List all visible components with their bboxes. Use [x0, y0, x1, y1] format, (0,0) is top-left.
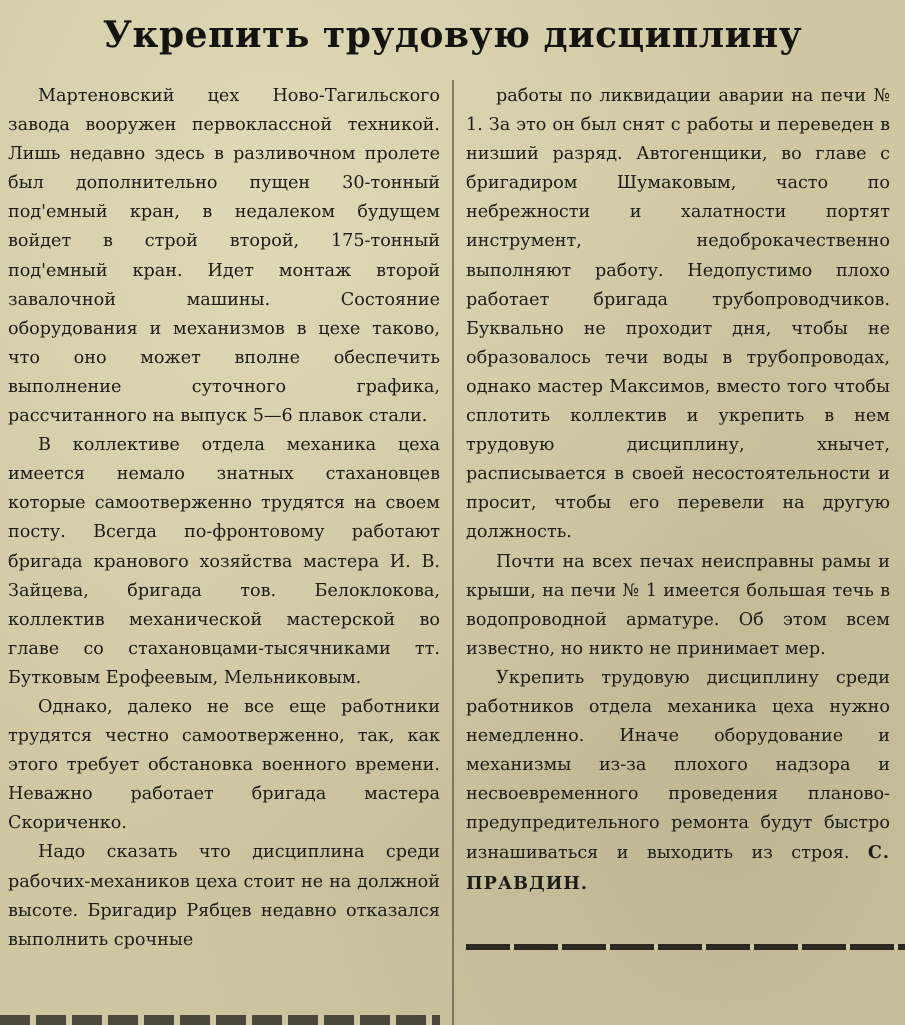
paragraph: Мартеновский цех Ново-Тагильского завода вооружен первоклассной техникой. Лишь недавно здесь в разливочном пролете был дополнительно пущен 30-тонный под'емный кран, в недалеком будущем войдет в строй второй, 175-тонный под'емный кран. Идет монтаж второй завалочной машины. Состояние оборудования и механизмов в цехе таково, что оно может вполне обеспечить выполнение суточного графика, рассчитанного на выпуск 5—6 плавок стали. [8, 86, 440, 427]
paragraph: Укрепить трудовую дисциплину среди работников отдела механика цеха нужно немедленно. Иначе оборудование и механизмы из-за плохого надзора и несвоевременного проведения планово-предупредительного ремонта будут быстро изнашиваться и выходить из строя. [466, 667, 890, 864]
paragraph: Почти на всех печах неисправны рамы и крыши, на печи № 1 имеется большая течь в водопроводной арматуре. Об этом всем известно, но никто не принимает мер. [466, 551, 890, 659]
left-column [8, 82, 440, 955]
paragraph-with-signature [466, 664, 890, 899]
column-divider [452, 80, 454, 1025]
paragraph: работы по ликвидации аварии на печи № 1. За это он был снят с работы и переведен в низший разряд. Автогенщики, во главе с бригадиром Шумаковым, часто по небрежности и халатности портят инструмент, недоброкачественно выполняют работу. Недопустимо плохо работает бригада трубопроводчиков. Буквально не проходит дня, чтобы не образовалось течи воды в трубопроводах, однако мастер Максимов, вместо того чтобы сплотить коллектив и укрепить в нем трудовую дисциплину, хнычет, расписывается в своей несостоятельности и просит, чтобы его перевели на другую должность. [466, 86, 890, 543]
author-signature: С. ПРАВДИН. [466, 842, 890, 894]
article-headline: Укрепить трудовую дисциплину [102, 14, 803, 56]
paragraph: Однако, далеко не все еще работники трудятся честно самоотверженно, так, как этого требует обстановка военного времени. Неважно работает бригада мастера Скориченко. [8, 696, 440, 834]
paragraph: Надо сказать что дисциплина среди рабочих-механиков цеха стоит не на должной высоте. Бригадир Рябцев недавно отказался выполнить срочные [8, 842, 440, 950]
paragraph: В коллективе отдела механика цеха имеется немало знатных стахановцев которые самоотверженно трудятся на своем посту. Всегда по-фронтовому работают бригада кранового хозяйства мастера И. В. Зайцева, бригада тов. Белоклокова, коллектив механической мастерской во главе со стахановцами-тысячниками тт. Бутковым Ерофеевым, Мельниковым. [8, 435, 440, 688]
right-column [466, 82, 890, 899]
article-end-rule [466, 944, 905, 950]
page-bottom-rule [0, 1015, 440, 1025]
